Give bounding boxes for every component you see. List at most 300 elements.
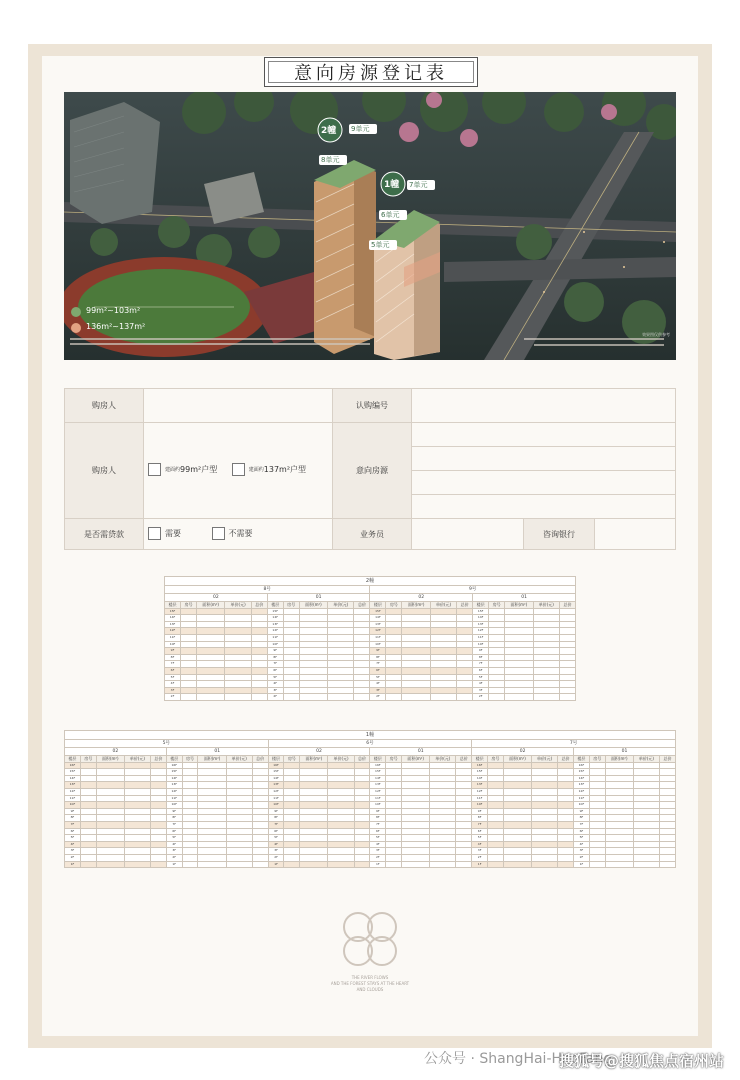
price-cell [251,694,267,701]
floor-cell: 6F [573,828,589,835]
price-cell [659,788,675,795]
price-cell [430,841,456,848]
floor-cell: 6F [370,828,386,835]
page-title: 意向房源登记表 [294,63,448,84]
agent-field[interactable] [412,519,524,549]
price-cell [300,821,328,828]
price-cell [589,775,605,782]
price-cell [430,674,456,681]
floor-cell: 7F [370,821,386,828]
floor-cell: 14F [473,615,489,622]
price-cell [558,788,574,795]
price-cell [559,687,575,694]
price-cell [299,654,328,661]
price-cell [226,828,252,835]
price-cell [402,815,430,822]
price-cell [328,769,354,776]
column-header: 总价 [457,602,473,609]
price-cell [226,821,252,828]
price-cell [182,802,198,809]
table-row [165,621,576,628]
price-cell [533,674,559,681]
price-cell [225,641,251,648]
table-row [165,661,576,668]
price-cell [328,854,354,861]
price-cell [80,795,96,802]
price-cell [96,782,124,789]
price-cell [328,808,354,815]
floor-cell: 4F [573,841,589,848]
column-header: 总价 [456,756,472,763]
price-cell [533,687,559,694]
floor-cell: 16F [166,762,182,769]
column-header: 单价(元) [430,602,456,609]
legend-label-small: 99m²~103m² [86,306,141,315]
price-cell [659,762,675,769]
price-cell [589,821,605,828]
price-cell [402,854,430,861]
price-cell [457,681,473,688]
price-cell [589,835,605,842]
floor-cell: 3F [65,848,81,855]
price-cell [430,835,456,842]
price-cell [402,687,431,694]
price-cell [430,769,456,776]
price-cell [402,621,431,628]
price-cell [488,769,504,776]
option-137-label: 137m²户型 [263,465,307,474]
price-cell [196,654,225,661]
floor-cell: 2F [65,854,81,861]
price-cell [283,634,299,641]
floor-cell: 13F [573,782,589,789]
floor-cell: 14F [165,615,181,622]
price-cell [457,621,473,628]
price-cell [182,828,198,835]
floor-cell: 8F [370,815,386,822]
price-cell [532,762,558,769]
price-cell [299,667,328,674]
price-cell [251,654,267,661]
price-cell [328,802,354,809]
price-cell [299,648,328,655]
price-cell [251,667,267,674]
table-row [65,828,676,835]
price-cell [505,667,534,674]
price-cell [96,821,124,828]
price-cell [589,828,605,835]
price-cell [386,848,402,855]
price-cell [402,821,430,828]
floor-cell: 7F [267,661,283,668]
price-cell [182,762,198,769]
price-cell [489,634,505,641]
price-cell [252,808,268,815]
legend-label-large: 136m²~137m² [86,322,146,331]
price-cell [488,828,504,835]
price-cell [251,641,267,648]
price-cell [659,821,675,828]
price-cell [96,802,124,809]
price-cell [430,687,456,694]
price-cell [532,795,558,802]
price-cell [354,641,370,648]
price-cell [633,802,659,809]
price-table-building-2: 2幢 8号 9号 02 01 02 01 楼层 房号 面积(m²) 单价(元) 总价 楼层 房号 面积(m²) 单价(元) 总价 楼层 房号 面积(m²) 单价(元) 总价 楼层 房号 面积(m²) 单价(元) 总价 15F 15F 15F 15F 14F 14F 14F 14F 13F 13F 13F 13F 12F 12F 12F 12F 11F 11F 11F 11F 10F 10F 10F 10F 9F 9F 9F 9F 8F 8F 8F 8F 7F 7F 7F 7F 6F 6F 6F 6F 5F 5F 5F 5F 4F 4F 4F 4F 3F 3F 3F 3F 2F 2F 2F 2F [164,576,576,701]
column-header: 面积(m²) [196,602,225,609]
floor-cell: 1F [573,861,589,868]
price-cell [386,802,402,809]
floor-cell: 5F [472,835,488,842]
checkbox-99[interactable] [148,463,161,476]
price-cell [251,681,267,688]
price-cell [226,841,252,848]
table-row [165,641,576,648]
price-cell [354,835,370,842]
column-header: 房号 [284,756,300,763]
price-cell [503,828,531,835]
price-cell [96,854,124,861]
price-cell [196,608,225,615]
price-cell [226,854,252,861]
price-cell [505,608,534,615]
price-cell [354,769,370,776]
intent-field-1[interactable] [412,423,676,447]
order-no-field[interactable] [412,389,676,423]
floor-cell: 12F [370,788,386,795]
price-cell [505,674,534,681]
price-cell [605,802,633,809]
price-cell [659,795,675,802]
price-cell [354,854,370,861]
price-cell [558,782,574,789]
price-cell [532,815,558,822]
option-no-need[interactable]: 不需要 [212,527,253,540]
price-cell [633,808,659,815]
price-cell [386,641,402,648]
column-header: 楼层 [370,756,386,763]
price-cell [430,681,456,688]
price-cell [605,762,633,769]
price-cell [605,854,633,861]
price-cell [354,694,370,701]
price-cell [328,788,354,795]
price-cell [633,841,659,848]
price-cell [284,821,300,828]
floor-cell: 9F [166,808,182,815]
bank-field[interactable] [595,519,675,549]
table-row [65,795,676,802]
price-cell [251,648,267,655]
floor-cell: 13F [268,782,284,789]
price-cell [430,608,456,615]
buyer-field[interactable] [144,389,333,423]
price-cell [226,835,252,842]
price-cell [328,608,354,615]
price-cell [456,762,472,769]
price-cell [402,848,430,855]
price-cell [354,775,370,782]
floor-cell: 13F [166,782,182,789]
price-cell [198,848,226,855]
column-header: 房号 [488,756,504,763]
price-cell [251,615,267,622]
price-cell [198,782,226,789]
price-cell [182,835,198,842]
floor-cell: 2F [165,694,181,701]
price-cell [225,634,251,641]
checkbox-no-need[interactable] [212,527,225,540]
price-cell [605,861,633,868]
price-cell [456,861,472,868]
floor-cell: 12F [573,788,589,795]
price-cell [251,634,267,641]
price-cell [533,681,559,688]
price-cell [226,815,252,822]
price-cell [633,795,659,802]
checkbox-need[interactable] [148,527,161,540]
floor-cell: 5F [370,835,386,842]
price-cell [488,821,504,828]
floor-cell: 4F [473,681,489,688]
floor-cell: 12F [267,628,283,635]
floor-cell: 2F [166,854,182,861]
price-cell [456,854,472,861]
floor-cell: 8F [472,815,488,822]
price-cell [283,654,299,661]
table-row [65,782,676,789]
price-cell [180,648,196,655]
column-header: 房号 [489,602,505,609]
price-cell [533,648,559,655]
price-cell [284,762,300,769]
price-cell [430,821,456,828]
price-cell [80,828,96,835]
price-cell [488,788,504,795]
floor-cell: 7F [268,821,284,828]
table-row [65,861,676,868]
price-cell [503,782,531,789]
price-cell [182,854,198,861]
price-cell [80,848,96,855]
price-cell [124,841,150,848]
price-cell [558,841,574,848]
price-cell [559,608,575,615]
price-cell [300,775,328,782]
price-cell [532,854,558,861]
price-cell [457,608,473,615]
price-cell [328,687,354,694]
price-cell [354,615,370,622]
floor-cell: 11F [165,634,181,641]
floor-cell: 10F [370,641,386,648]
price-cell [283,667,299,674]
unit-8-label: 8单元 [321,156,340,164]
intent-field-3[interactable] [412,471,676,495]
price-cell [251,621,267,628]
price-table-building-1: 1幢 5号 6号 7号 02 01 02 01 02 01 楼层 房号 面积(m²) 单价(元) 总价 楼层 房号 面积(m²) 单价(元) 总价 楼层 房号 面积(m²) 单价(元) 总价 楼层 房号 面积(m²) 单价(元) 总价 楼层 房号 面积(m²) 单价(元) 总价 楼层 房号 面积(m²) 单价(元) 总价 16F 16F 16F 16F 16F 16F 15F 15F 15F 15F 15F 15F 14F 14F 14F 14F 14F 14F 13F 13F 13F 13F 13F 13F 12F 12F 12F 12F 12F 12F 11F 11F 11F 11F 11F 11F 10F 10F 10F 10F 10F 10F 9F 9F 9F 9F 9F 9F 8F 8F 8F 8F 8F 8F 7F 7F 7F 7F 7F 7F 6F 6F 6F 6F 6F 6F 5F 5F 5F 5F 5F 5F 4F 4F 4F 4F 4F 4F 3F 3F 3F 3F 3F 3F 2F 2F 2F 2F 2F 2F 1F 1F 1F 1F 1F 1F [64,730,676,868]
price-cell [489,608,505,615]
price-cell [252,854,268,861]
floor-cell: 2F [573,854,589,861]
price-cell [300,782,328,789]
price-cell [402,762,430,769]
option-need[interactable]: 需要 [148,527,181,540]
table1-title: 1幢 [65,731,676,740]
price-cell [225,694,251,701]
price-cell [283,694,299,701]
price-cell [284,861,300,868]
option-99[interactable]: 建面约 99m²户型 [148,463,217,476]
price-cell [386,615,402,622]
column-header: 单价(元) [533,602,559,609]
price-cell [252,821,268,828]
price-cell [402,634,431,641]
price-cell [225,648,251,655]
price-cell [354,821,370,828]
price-cell [150,802,166,809]
price-cell [150,835,166,842]
floor-cell: 15F [166,769,182,776]
checkbox-137[interactable] [232,463,245,476]
price-cell [354,828,370,835]
floor-cell: 5F [165,674,181,681]
floor-cell: 13F [267,621,283,628]
price-cell [457,667,473,674]
price-cell [198,788,226,795]
floor-cell: 5F [268,835,284,842]
price-cell [354,815,370,822]
floor-cell: 8F [65,815,81,822]
price-cell [328,828,354,835]
price-cell [533,615,559,622]
price-cell [252,788,268,795]
price-cell [80,802,96,809]
price-cell [558,769,574,776]
floor-cell: 12F [473,628,489,635]
price-cell [180,667,196,674]
price-cell [532,782,558,789]
price-cell [252,848,268,855]
price-cell [328,861,354,868]
price-cell [589,848,605,855]
price-cell [80,788,96,795]
price-cell [457,615,473,622]
price-cell [489,661,505,668]
price-cell [180,661,196,668]
price-cell [489,694,505,701]
price-cell [196,674,225,681]
price-cell [124,808,150,815]
price-cell [196,634,225,641]
price-cell [328,782,354,789]
floor-cell: 9F [165,648,181,655]
price-cell [150,762,166,769]
price-cell [605,788,633,795]
price-cell [328,615,354,622]
price-cell [150,841,166,848]
price-cell [299,681,328,688]
column-header-row [165,602,576,609]
floor-cell: 13F [472,782,488,789]
price-cell [225,628,251,635]
price-cell [558,854,574,861]
wechat-account-watermark: 公众号 · ShangHai-HaoFang [424,1051,613,1067]
floor-cell: 12F [65,788,81,795]
floor-cell: 1F [65,861,81,868]
price-cell [503,861,531,868]
price-cell [354,808,370,815]
price-cell [386,854,402,861]
price-cell [386,821,402,828]
floor-cell: 9F [370,648,386,655]
price-cell [386,608,402,615]
floor-cell: 9F [473,648,489,655]
price-cell [354,802,370,809]
price-cell [226,782,252,789]
price-cell [198,795,226,802]
table-row [65,835,676,842]
price-cell [150,815,166,822]
price-cell [328,762,354,769]
price-cell [633,769,659,776]
price-cell [354,841,370,848]
price-cell [80,808,96,815]
price-cell [589,802,605,809]
floor-cell: 14F [166,775,182,782]
floor-cell: 15F [370,608,386,615]
price-cell [198,802,226,809]
floor-cell: 8F [268,815,284,822]
price-cell [196,628,225,635]
price-cell [96,841,124,848]
price-cell [386,828,402,835]
price-cell [284,775,300,782]
floor-cell: 10F [370,802,386,809]
price-cell [559,681,575,688]
floor-cell: 4F [267,681,283,688]
price-cell [402,615,431,622]
intent-field-2[interactable] [412,447,676,471]
price-cell [533,628,559,635]
table-row [65,848,676,855]
price-cell [283,681,299,688]
price-cell [328,628,354,635]
floor-cell: 7F [65,821,81,828]
price-cell [198,835,226,842]
price-cell [299,634,328,641]
price-cell [430,661,456,668]
price-cell [328,634,354,641]
column-header: 总价 [252,756,268,763]
column-header: 单价(元) [328,602,354,609]
price-cell [558,848,574,855]
price-cell [354,687,370,694]
registration-form [64,388,676,550]
price-cell [198,762,226,769]
price-cell [150,828,166,835]
floor-cell: 13F [473,621,489,628]
floor-cell: 3F [268,848,284,855]
price-cell [124,775,150,782]
price-cell [589,762,605,769]
floor-cell: 8F [165,654,181,661]
price-cell [225,654,251,661]
intent-field-4[interactable] [412,495,676,519]
floor-cell: 4F [370,841,386,848]
option-137[interactable]: 建面约 137m²户型 [232,463,306,476]
price-cell [283,687,299,694]
